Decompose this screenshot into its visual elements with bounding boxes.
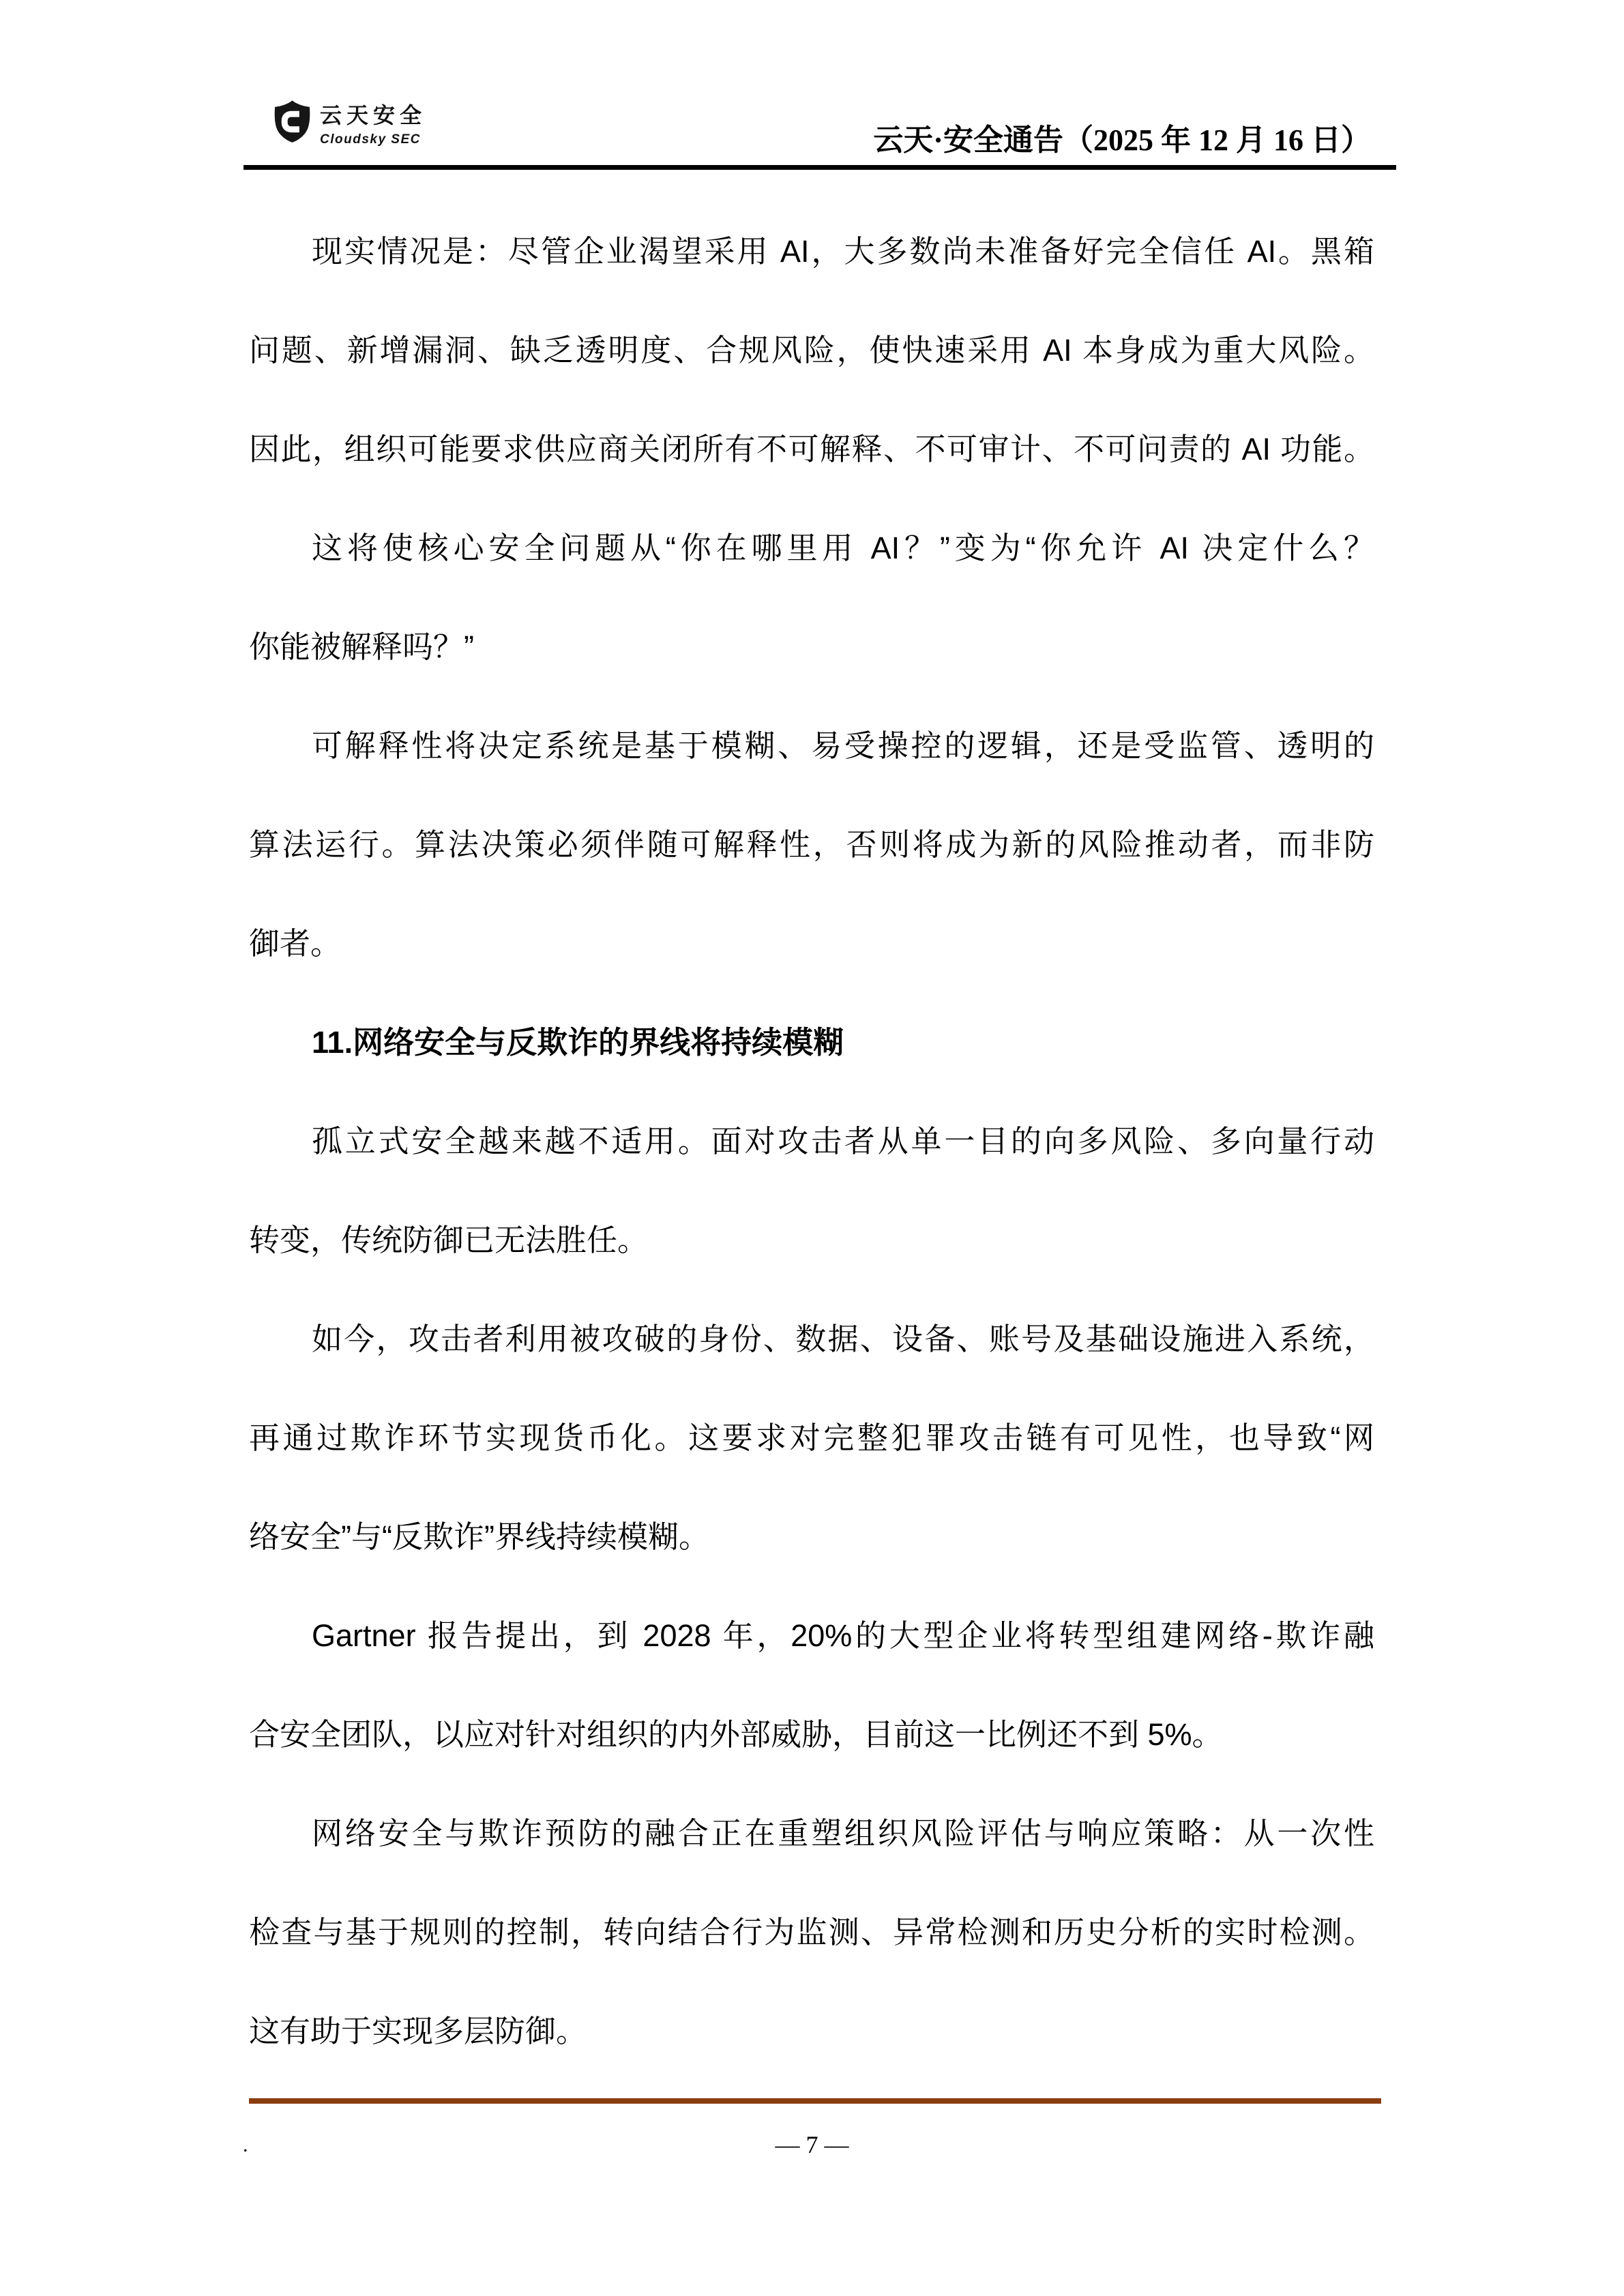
paragraph-line: 络安全”与“反欺诈”界线持续模糊。: [249, 1519, 709, 1554]
header-rule: [243, 165, 1396, 170]
paragraph-line: 你能被解释吗？”: [249, 629, 474, 664]
paragraph-line: Gartner 报告提出，到 2028 年，20%的大型企业将转型组建网络-欺诈融: [312, 1618, 1374, 1653]
shield-c-logo-icon: [273, 100, 312, 143]
page-number: — 7 —: [775, 2131, 849, 2158]
paragraph-line: 转变，传统防御已无法胜任。: [249, 1223, 649, 1257]
paragraph-line: 问题、新增漏洞、缺乏透明度、合规风险，使快速采用 AI 本身成为重大风险。: [249, 333, 1374, 368]
paragraph-line: 可解释性将决定系统是基于模糊、易受操控的逻辑，还是受监管、透明的: [312, 728, 1374, 763]
stray-period-mark: .: [243, 2134, 248, 2156]
paragraph-line: 算法运行。算法决策必须伴随可解释性，否则将成为新的风险推动者，而非防: [249, 827, 1374, 862]
paragraph-line: 网络安全与欺诈预防的融合正在重塑组织风险评估与响应策略：从一次性: [312, 1816, 1374, 1851]
paragraph-line: 这将使核心安全问题从“你在哪里用 AI？”变为“你允许 AI 决定什么？: [312, 531, 1374, 565]
logo-brand-chinese: 云天安全: [320, 103, 427, 128]
section-heading-11: 11.网络安全与反欺诈的界线将持续模糊: [312, 1025, 844, 1060]
paragraph-line: 现实情况是：尽管企业渴望采用 AI，大多数尚未准备好完全信任 AI。黑箱: [312, 234, 1374, 269]
paragraph-line: 因此，组织可能要求供应商关闭所有不可解释、不可审计、不可问责的 AI 功能。: [249, 432, 1374, 466]
cloudsky-logo: [273, 100, 426, 146]
document-header-title: 云天·安全通告（2025 年 12 月 16 日）: [873, 123, 1371, 157]
logo-brand-english: Cloudsky SEC: [320, 132, 421, 147]
paragraph-line: 御者。: [249, 926, 342, 961]
paragraph-line: 这有助于实现多层防御。: [249, 2014, 587, 2048]
logo-wordmark: [320, 100, 426, 146]
paragraph-line: 合安全团队，以应对针对组织的内外部威胁，目前这一比例还不到 5%。: [249, 1717, 1223, 1752]
paragraph-line: 如今，攻击者利用被攻破的身份、数据、设备、账号及基础设施进入系统，: [312, 1322, 1374, 1356]
paragraph-line: 检查与基于规则的控制，转向结合行为监测、异常检测和历史分析的实时检测。: [249, 1915, 1374, 1950]
paragraph-line: 再通过欺诈环节实现货币化。这要求对完整犯罪攻击链有可见性，也导致“网: [249, 1420, 1374, 1455]
body-text: [249, 202, 1374, 2081]
paragraph-line: 孤立式安全越来越不适用。面对攻击者从单一目的向多风险、多向量行动: [312, 1124, 1374, 1159]
footer-accent-rule: [249, 2098, 1381, 2104]
